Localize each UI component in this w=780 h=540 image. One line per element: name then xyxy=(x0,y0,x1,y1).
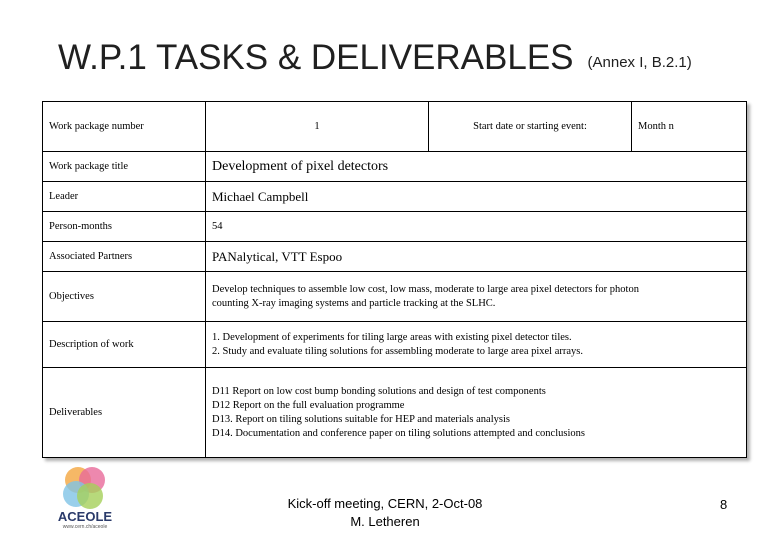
table-row xyxy=(43,272,747,322)
logo-url: www.cern.ch/aceole xyxy=(62,524,108,530)
table-row xyxy=(43,212,747,242)
objectives-value xyxy=(206,272,747,322)
table-row xyxy=(43,242,747,272)
description-line: 2. Study and evaluate tiling solutions for assembling moderate to large area pixel arrays. xyxy=(212,345,583,357)
deliverables-value xyxy=(206,368,747,458)
objectives-line: counting X-ray imaging systems and particle tracking at the SLHC. xyxy=(212,297,496,309)
leader-label: Leader xyxy=(43,182,206,212)
wp-number-label: Work package number xyxy=(43,102,206,152)
description-value xyxy=(206,322,747,368)
aceole-logo-icon xyxy=(50,463,120,513)
description-line: 1. Development of experiments for tiling large areas with existing pixel detector tiles. xyxy=(212,331,572,343)
wp-title-value: Development of pixel detectors xyxy=(206,152,747,182)
partners-label: Associated Partners xyxy=(43,242,206,272)
footer-author: M. Letheren xyxy=(350,514,420,529)
start-date-value: Month n xyxy=(632,102,747,152)
footer xyxy=(270,495,500,531)
deliverable-item: D14. Documentation and conference paper on tiling solutions attempted and conclusions xyxy=(212,427,585,439)
person-months-value: 54 xyxy=(206,212,747,242)
annex-reference: (Annex I, B.2.1) xyxy=(587,54,692,71)
deliverables-label: Deliverables xyxy=(43,368,206,458)
table-row xyxy=(43,182,747,212)
person-months-label: Person-months xyxy=(43,212,206,242)
table-row xyxy=(43,152,747,182)
logo-circle xyxy=(77,483,103,509)
table-row xyxy=(43,322,747,368)
footer-event: Kick-off meeting, CERN, 2-Oct-08 xyxy=(287,496,483,511)
page-number: 8 xyxy=(720,497,728,512)
slide-title-main: W.P.1 TASKS & DELIVERABLES xyxy=(58,38,574,77)
logo-name: ACEOLE xyxy=(57,509,113,524)
deliverable-item: D11 Report on low cost bump bonding solutions and design of test components xyxy=(212,385,546,397)
partners-value: PANalytical, VTT Espoo xyxy=(206,242,747,272)
objectives-line: Develop techniques to assemble low cost, low mass, moderate to large area pixel detectors for photon xyxy=(212,283,639,295)
table-row xyxy=(43,368,747,458)
slide-title xyxy=(58,38,692,78)
description-label: Description of work xyxy=(43,322,206,368)
deliverable-item: D12 Report on the full evaluation programme xyxy=(212,399,405,411)
start-date-label: Start date or starting event: xyxy=(429,102,632,152)
wp-number-value: 1 xyxy=(206,102,429,152)
leader-value: Michael Campbell xyxy=(206,182,747,212)
objectives-label: Objectives xyxy=(43,272,206,322)
table-row xyxy=(43,102,747,152)
work-package-table xyxy=(42,101,747,458)
deliverable-item: D13. Report on tiling solutions suitable for HEP and materials analysis xyxy=(212,413,510,425)
aceole-logo xyxy=(50,463,120,533)
wp-title-label: Work package title xyxy=(43,152,206,182)
